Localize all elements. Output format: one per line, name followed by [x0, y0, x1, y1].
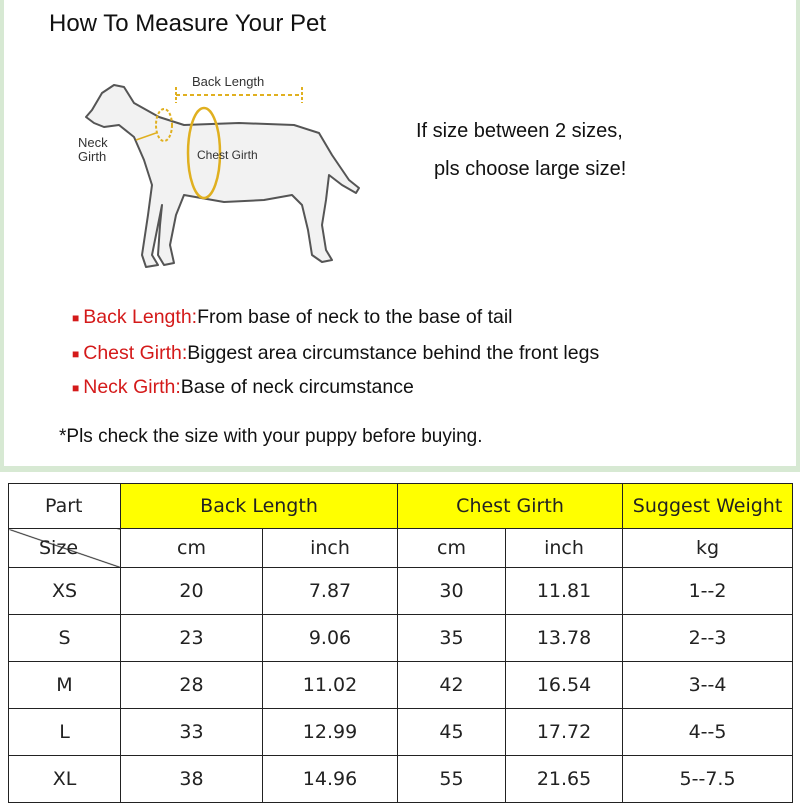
table-row: [9, 709, 793, 756]
unit-cell: cm: [398, 529, 506, 568]
size-cell: M: [9, 662, 121, 709]
header-back-length: Back Length: [121, 484, 398, 529]
definition-chest-girth: ■ Chest Girth:Biggest area circumstance behind the front legs: [72, 342, 600, 364]
neck-girth-label-2: Girth: [78, 149, 107, 164]
page-title: How To Measure Your Pet: [49, 10, 327, 37]
table-cell: 12.99: [263, 709, 398, 756]
table-cell: 42: [398, 662, 506, 709]
table-header-row: [9, 484, 793, 529]
size-note-line1: If size between 2 sizes,: [416, 120, 623, 142]
table-cell: 14.96: [263, 756, 398, 803]
table-row: [9, 662, 793, 709]
chest-girth-label: Chest Girth: [197, 148, 258, 162]
unit-cell: inch: [263, 529, 398, 568]
dog-measurement-diagram: [64, 55, 384, 285]
table-row: [9, 756, 793, 803]
table-cell: 55: [398, 756, 506, 803]
check-size-note: *Pls check the size with your puppy before buying.: [59, 426, 483, 447]
size-cell: XL: [9, 756, 121, 803]
table-cell: 20: [121, 568, 263, 615]
back-length-label: Back Length: [192, 74, 265, 89]
corner-part-label: Part: [9, 484, 121, 529]
size-cell: XS: [9, 568, 121, 615]
bullet-icon: ■: [72, 346, 80, 361]
table-cell: 33: [121, 709, 263, 756]
table-cell: 38: [121, 756, 263, 803]
size-cell: S: [9, 615, 121, 662]
size-note-line2: pls choose large size!: [434, 158, 627, 180]
table-unit-row: [9, 529, 793, 568]
table-row: [9, 568, 793, 615]
table-cell: 23: [121, 615, 263, 662]
header-chest-girth: Chest Girth: [398, 484, 623, 529]
table-cell: 2--3: [623, 615, 793, 662]
bullet-icon: ■: [72, 380, 80, 395]
corner-size-label: Size: [9, 529, 121, 568]
table-cell: 4--5: [623, 709, 793, 756]
bullet-icon: ■: [72, 310, 80, 325]
table-row: [9, 615, 793, 662]
table-cell: 9.06: [263, 615, 398, 662]
table-cell: 11.02: [263, 662, 398, 709]
table-cell: 45: [398, 709, 506, 756]
table-cell: 5--7.5: [623, 756, 793, 803]
table-cell: 13.78: [506, 615, 623, 662]
table-cell: 30: [398, 568, 506, 615]
table-cell: 16.54: [506, 662, 623, 709]
table-cell: 35: [398, 615, 506, 662]
table-cell: 17.72: [506, 709, 623, 756]
definition-back-length: ■ Back Length:From base of neck to the base of tail: [72, 306, 513, 328]
neck-girth-label-1: Neck: [78, 135, 108, 150]
table-cell: 11.81: [506, 568, 623, 615]
unit-cell: kg: [623, 529, 793, 568]
unit-cell: inch: [506, 529, 623, 568]
size-cell: L: [9, 709, 121, 756]
table-cell: 21.65: [506, 756, 623, 803]
definition-neck-girth: ■ Neck Girth:Base of neck circumstance: [72, 376, 414, 398]
unit-cell: cm: [121, 529, 263, 568]
dog-silhouette: [86, 85, 359, 267]
table-cell: 3--4: [623, 662, 793, 709]
table-cell: 1--2: [623, 568, 793, 615]
table-cell: 7.87: [263, 568, 398, 615]
table-cell: 28: [121, 662, 263, 709]
header-suggest-weight: Suggest Weight: [623, 484, 793, 529]
size-chart-table: [8, 483, 793, 803]
